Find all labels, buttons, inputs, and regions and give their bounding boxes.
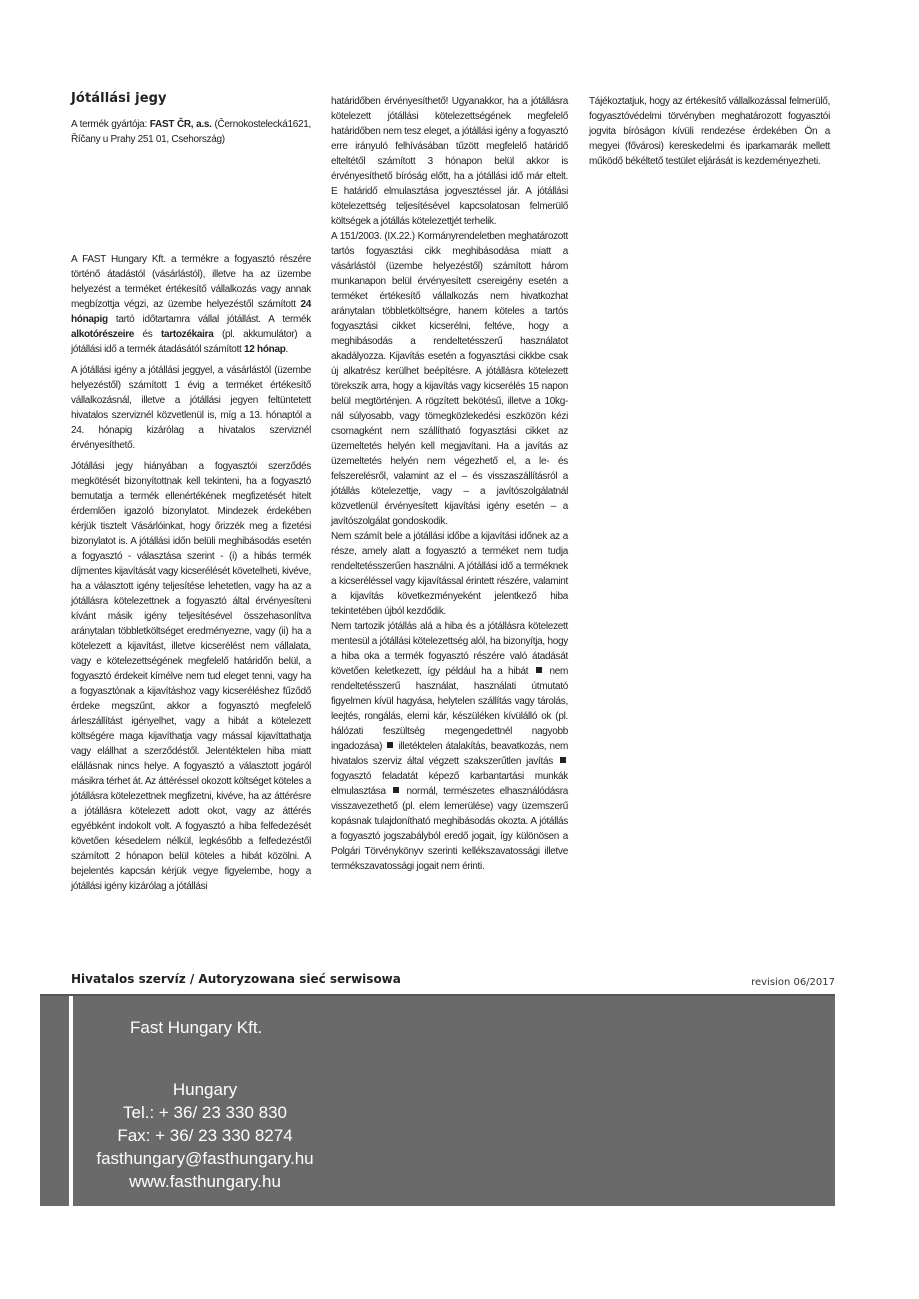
dispute-paragraph: Tájékoztatjuk, hogy az értékesítő vállalkozással felmerülő, fogyasztóvédelmi törvényben meghatározott fogyasztói jogvita bíróságon kívüli rendezése érdekében Ön a megyei (fővárosi) kereskedelmi és iparkamarák mellett működő békéltető testület eljárását is kezdeményezheti.	[589, 96, 830, 167]
bullet-square-icon	[560, 757, 566, 763]
service-fax: Fax: + 36/ 23 330 8274	[117, 1126, 293, 1145]
decree-paragraph: A 151/2003. (IX.22.) Kormányrendeletben meghatározott tartós fogyasztási cikk meghibásodása miatt a vásárlástól (üzembe helyezéstől) számított három munkanapon belül érvényesített csereigény esetén a terméket értékesítő vállalkozás nem hivatkozhat aránytalan többletköltségre, hanem köteles a tartós fogyasztási cikket kicserélni, feltéve, hogy a meghibásodás a rendeltetésszerű használatot akadályozza. Kijavítás esetén a fogyasztási cikkbe csak új alkatrész kerülhet beépítésre. A jótállásra kötelezett törekszik arra, hogy a kijavítás vagy kicserélés 15 napon belül megtörténjen. A rögzített bekötésű, illetve a 10kg-nál súlyosabb, vagy tömegközlekedési eszközön kézi csomagként nem szállítható fogyasztási cikket az üzemeltetés helyén kell megjavítani. Ha a javítás az üzemeltetés helyén nem végezhető el, a le- és felszerelésről, valamint az el – és visszaszállításról a jótállás kötelezettje, vagy – a javítószolgálatnál közvetlenül érvényesített kijavítási igény esetén – a javítószolgálat gondoskodik.	[331, 231, 568, 527]
service-country: Hungary	[172, 1080, 238, 1099]
repair-time-paragraph: Nem számít bele a jótállási időbe a kijavítási időnek az a része, amely alatt a fogyasztó a terméket nem tudja rendeltetésszerűen használni. A jótállási idő a terméknek a kicseréléssel vagy kijavítással érintett részére, valamint a kijavítás következményeként jelentkező hiba tekintetében újból kezdődik.	[331, 531, 568, 617]
service-company-name: Fast Hungary Kft.	[130, 1018, 263, 1037]
deadline-paragraph: határidőben érvényesíthető! Ugyanakkor, ha a jótállásra kötelezett jótállási kötelezettségének megfelelő határidőben nem tesz eleget, a jótállási igény a fogyasztó erre irányuló felhívásában tűzött megfelelő határidő elteltétől számított 3 hónapon belül akkor is érvényesíthető bíróság előtt, ha a jótállási idő már eltelt. E határidő elmulasztása jogvesztéssel jár. A jótállási kötelezettség teljesítésével kapcsolatosan felmerülő költségek a jótállás kötelezettjét terhelik.	[331, 96, 568, 227]
manufacturer-paragraph: A termék gyártója: FAST ČR, a.s. (Černokostelecká1621, Říčany u Prahy 251 01, Csehország)	[71, 119, 312, 145]
service-heading: Hivatalos szervíz / Autoryzowana sieć serwisowa	[71, 972, 401, 986]
revision-label: revision 06/2017	[751, 977, 835, 988]
text-column-1	[71, 117, 311, 894]
bullet-square-icon	[536, 667, 542, 673]
manufacturer-name: FAST ČR, a.s.	[149, 119, 212, 130]
claim-paragraph: A jótállási igény a jótállási jeggyel, a vásárlástól (üzembe helyezéstől) számított 1 évig a terméket értékesítő vállalkozásnál, illetve a jótállási jegyen feltüntetett hivatalos szerviznél közvetlenül is, míg a 13. hónaptól a 24. hónapig kizárólag a hivatalos szerviznél érvényesíthető.	[71, 365, 311, 451]
bullet-square-icon	[387, 742, 393, 748]
text-column-2	[331, 94, 568, 874]
bullet-square-icon	[393, 787, 399, 793]
service-phone: Tel.: + 36/ 23 330 830	[123, 1103, 287, 1122]
service-website: www.fasthungary.hu	[129, 1172, 281, 1191]
missing-card-paragraph: Jótállási jegy hiányában a fogyasztói szerződés megkötését bizonyítottnak kell tekinteni, ha a fogyasztó bemutatja a termék ellenértékének megfizetését hitelt érdemlően igazoló bizonylatot. Mindezek érdekében kérjük tisztelt Vásárlóinkat, hogy őrizzék meg a fizetési bizonylatot is. A jótállási időn belüli meghibásodás esetén a fogyasztó - választása szerint - (i) a hibás termék díjmentes kijavítását vagy kicserélését követelheti, kivéve, ha a választott igény teljesítése lehetetlen, vagy ha az a jótállásra kötelezettnek a fogyasztó által érvényesíteni kívánt másik igény teljesítésével összehasonlítva aránytalan többletköltséget eredményezne, vagy (ii) ha a kötelezett a kijavítást, illetve kicserélést nem vállalata, vagy e kötelezettségének megfelelő határidőn belül, a fogyasztó érdekeit kímélve nem tud eleget tenni, vagy ha a fogyasztónak a kijavításhoz vagy kicseréléshez fűződő érdeke megszűnt, akkor a fogyasztó megfelelő árleszállítást igényelhet, vagy a hibát a kötelezett költségére maga kijavíthatja vagy mással kijavíttathatja vagy elállhat a szerződéstől. Jelentéktelen hiba miatt elállásnak nincs helye. A fogyasztó a választott jogáról másikra térhet át. Az áttéréssel okozott költséget köteles a jótállásra kötelezettnek megfizetni, kivéve, ha az áttérésre a jótállásra kötelezett adott okot, vagy az áttérés egyébként indokolt volt. A fogyasztó a hiba felfedezését követően késedelem nélkül, legkésőbb a felfedezéstől számított 2 hónapon belül köteles a hibát közölni. A bejelentés kapcsán kérjük vegye figyelembe, hogy a jótállási igény kizárólag a jótállási	[71, 461, 311, 892]
service-email: fasthungary@fasthungary.hu	[96, 1149, 314, 1168]
service-panel-side-bar	[40, 996, 69, 1206]
text-column-3	[589, 94, 830, 169]
service-contact-block	[74, 1078, 336, 1193]
exclusions-paragraph: Nem tartozik jótállás alá a hiba és a jótállásra kötelezett mentesül a jótállási kötelezettség alól, ha bizonyítja, hogy a hiba oka a termék fogyasztó részére való átadását követően keletkezett, így például ha a hibát nem rendeltetésszerű használat, használati útmutató figyelmen kívül hagyása, helytelen szállítás vagy tárolás, leejtés, rongálás, elemi kár, készüléken kívülálló ok (pl. hálózati feszültség megengedettnél nagyobb ingadozása) illetéktelen átalakítás, beavatkozás, nem hivatalos szerviz által végzett szakszerűtlen javítás fogyasztó feladatát képező karbantartási munkák elmulasztása normál, természetes elhasználódásra visszavezethető (pl. elem lemerülése) vagy üzemszerű kopásnak tulajdonítható meghibásodás okozta. A jótállás a fogyasztó jogszabályból eredő jogait, így különösen a Polgári Törvénykönyv szerinti kellékszavatossági illetve termékszavatossági jogait nem érinti.	[331, 621, 568, 872]
warranty-period-paragraph: A FAST Hungary Kft. a termékre a fogyasztó részére történő átadástól (vásárlástól), illetve ha az üzembe helyezést a terméket értékesítő vállalkozás vagy annak megbízottja végzi, az üzembe helyezéstől számított 24 hónapig tartó időtartamra vállal jótállást. A termék alkotórészeire és tartozékaira (pl. akkumulátor) a jótállási idő a termék átadásától számított 12 hónap.	[71, 254, 311, 355]
page-title: Jótállási jegy	[71, 91, 167, 106]
